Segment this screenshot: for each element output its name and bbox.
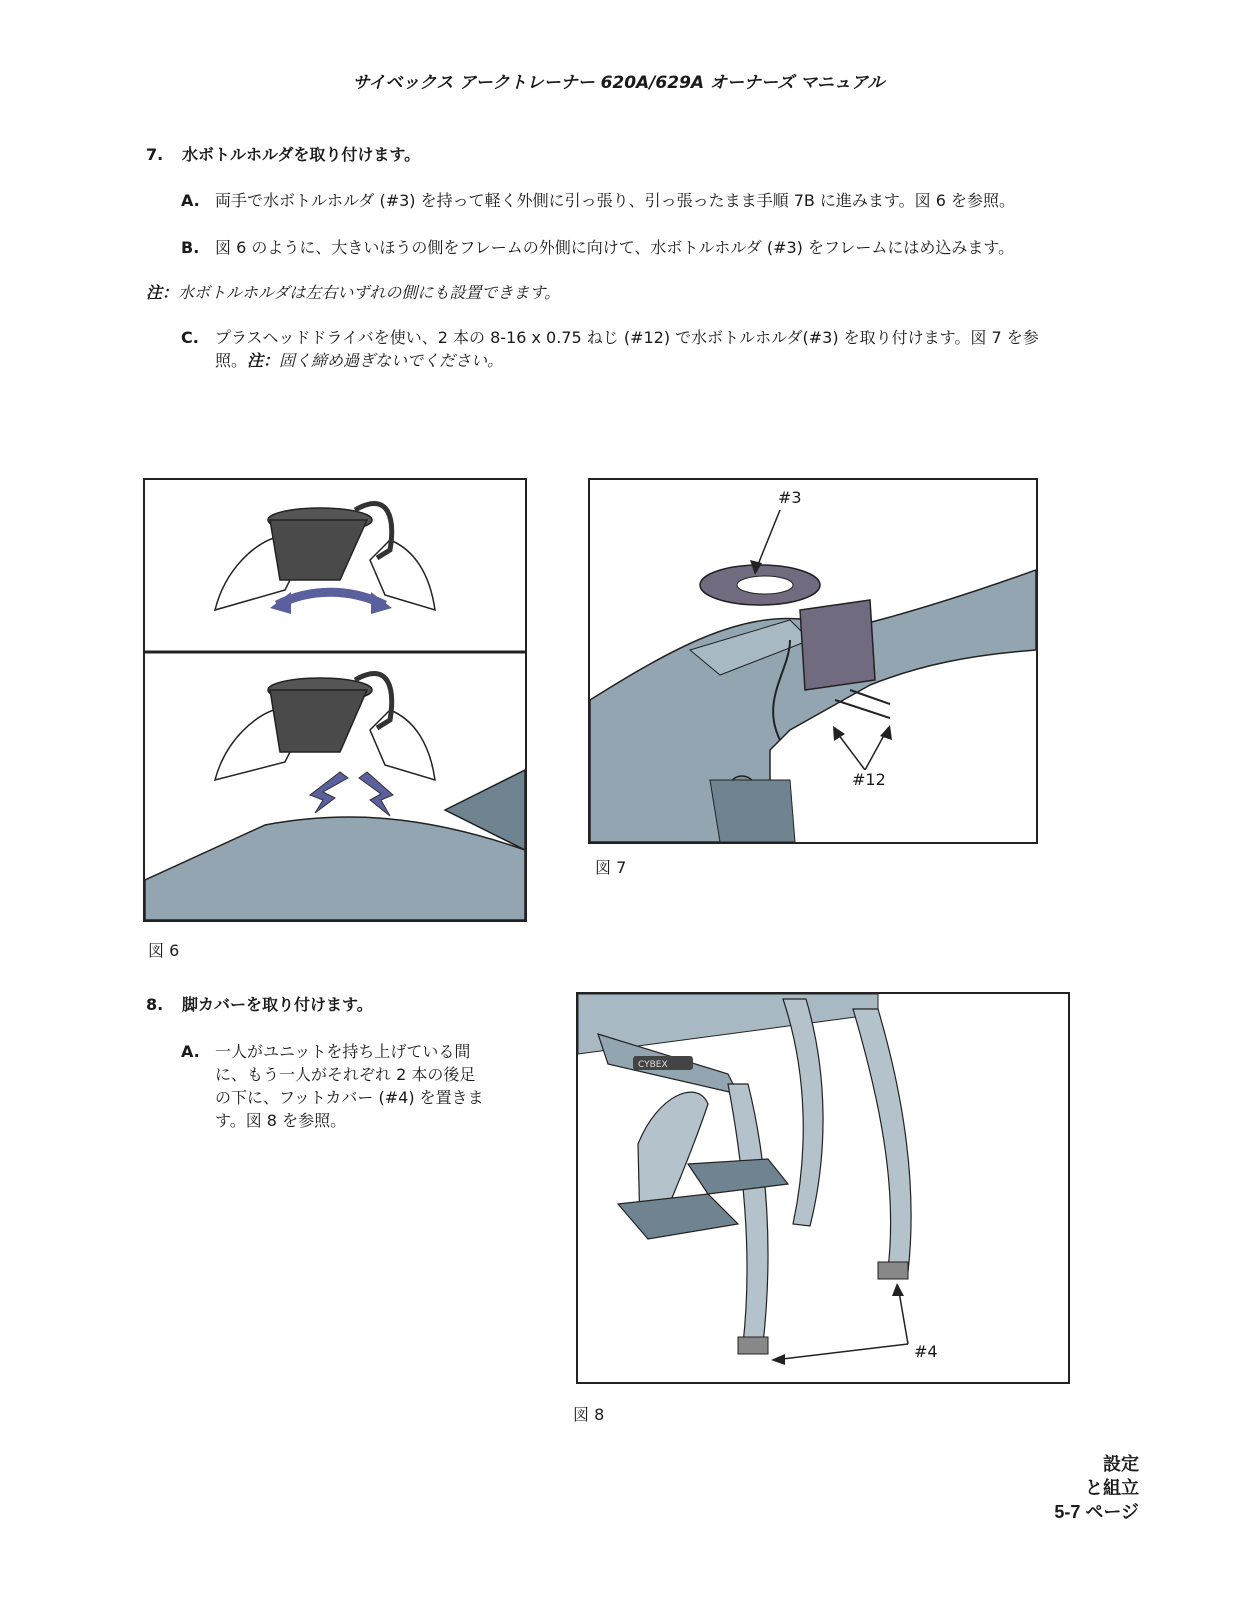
figure-6-caption: 図 6 [148,941,180,960]
holder-body [270,520,367,580]
step-7c-label: C. [181,328,199,347]
pedal-right [688,1159,788,1194]
figure-7 [588,478,1038,844]
step-8a-text [215,1040,484,1132]
step-7a [181,189,1081,213]
step-7a-label: A. [181,191,200,210]
figure-8-illustration [578,994,1068,1382]
step-8-number: 8. [146,995,164,1014]
callout-4-head-a [771,1354,785,1365]
footer-section-line-2: と組立 [1085,1478,1139,1498]
step-8a-line-4: す。図 8 を参照。 [215,1111,347,1130]
holder-strap [800,600,875,690]
callout-3-label: #3 [778,488,802,507]
frame-arc [145,817,525,920]
foot-cover-left [738,1337,768,1354]
step-7c-line1: プラスヘッドドライバを使い、2 本の 8-16 x 0.75 ねじ (#12) で水ボトルホルダ(#3) を取り付けます。図 7 を参 [215,328,1039,347]
step-7c-note-text: 固く締め過ぎないでください。 [279,351,504,370]
callout-12-head-a [833,726,845,741]
screw-left [835,700,890,718]
right-hand-2 [370,710,435,780]
figure-6-lower-panel [145,674,525,920]
footer-page-number: 5-7 ページ [1054,1502,1139,1522]
footer-section-line-1: 設定 [1103,1454,1139,1474]
callout-4-leader-a [774,1344,908,1360]
figure-8 [576,992,1070,1384]
page-footer [1054,1452,1139,1524]
step-7-heading [146,142,420,165]
step-7c-line2 [215,349,1095,372]
screw-right [850,690,890,704]
frame-leg [710,780,795,842]
step-7-title: 水ボトルホルダを取り付けます。 [182,145,421,164]
figure-8-caption: 図 8 [573,1405,605,1424]
step-8a-label: A. [181,1042,200,1061]
figure-6-illustration [145,480,525,920]
step-7c-note-label: 注： [247,351,280,370]
foot-cover-right [878,1262,908,1279]
callout-12-head-b [880,725,892,740]
figure-7-caption: 図 7 [595,858,627,877]
step-7c-line2-prefix: 照。 [215,351,248,370]
front-leg-left [728,1084,768,1344]
pedal-left [618,1194,738,1239]
step-7b-label: B. [181,238,200,257]
step-7a-text: 両手で水ボトルホルダ (#3) を持って軽く外側に引っ張り、引っ張ったまま手順 7B に進みます。図 6 を参照。 [215,191,1016,210]
page-header-title: サイベックス アークトレーナー 620A/629A オーナーズ マニュアル [352,73,885,93]
step-8-title: 脚カバーを取り付けます。 [182,995,373,1014]
holder-body-2 [270,690,367,752]
step-7-note-label: 注： [146,283,179,302]
step-7-note [146,280,560,303]
step-7c [181,326,1091,374]
figure-6 [143,478,527,922]
rear-leg-right [853,1009,911,1272]
step-7c-body [215,326,1095,372]
outward-arrow-left-head [270,592,291,614]
step-8a-line-1: 一人がユニットを持ち上げている間 [215,1042,471,1061]
snap-arrow-right [359,772,393,816]
step-8-heading [146,992,373,1015]
callout-12-label: #12 [852,770,886,789]
step-8a [181,1040,521,1140]
brand-text: CYBEX [638,1060,668,1070]
figure-6-upper-panel [215,504,435,614]
snap-arrow-left [310,772,348,813]
step-7-note-text: 水ボトルホルダは左右いずれの側にも設置できます。 [178,283,561,302]
step-8a-line-2: に、もう一人がそれぞれ 2 本の後足 [215,1065,476,1084]
outward-arrow-bar [277,592,385,605]
step-7-number: 7. [146,145,164,164]
center-leg [783,999,823,1226]
step-7b-text: 図 6 のように、大きいほうの側をフレームの外側に向けて、水ボトルホルダ (#3) をフレームにはめ込みます。 [215,238,1015,257]
holder-opening [737,576,793,594]
figure-7-illustration [590,480,1036,842]
step-7b [181,236,1081,260]
step-8a-line-3: の下に、フットカバー (#4) を置きま [215,1088,484,1107]
callout-4-head-b [892,1283,904,1296]
callout-4-label: #4 [914,1342,938,1361]
